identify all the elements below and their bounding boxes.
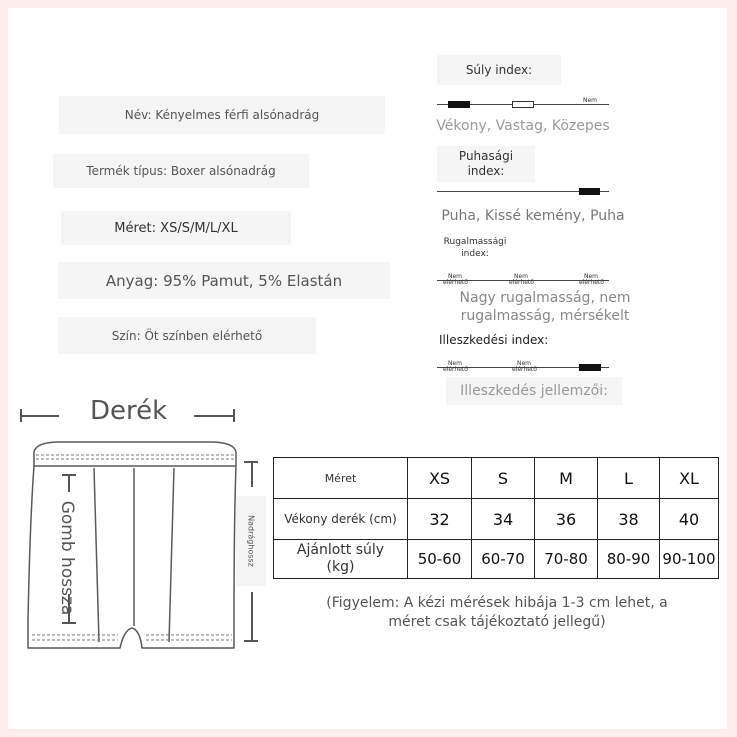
info-card-color [58, 317, 316, 354]
waist-s: 34 [472, 499, 535, 540]
product-color: Szín: Öt színben elérhető [111, 328, 263, 343]
side-dim-bottom-cap [244, 640, 258, 642]
length-label-text: Gomb hossza [57, 500, 77, 616]
softness-index-title-1: Puhasági [458, 149, 514, 163]
weight-na-label: Nem [582, 97, 598, 104]
product-sizes: Méret: XS/S/M/L/XL [114, 220, 238, 236]
fit-caption-card [446, 377, 622, 405]
elasticity-na-2: Nem elérhető [509, 273, 534, 286]
fit-marker [579, 364, 601, 371]
elasticity-na-3: Nem elérhető [579, 273, 604, 286]
table-row [274, 458, 719, 499]
side-dim-line-bottom [251, 592, 253, 640]
waist-l: 38 [598, 499, 660, 540]
waist-dim-right-line [194, 415, 234, 417]
size-xs: XS [408, 458, 472, 499]
table-row [274, 499, 719, 540]
fit-scale [437, 360, 609, 373]
waist-dim-left-cap [20, 409, 22, 422]
info-card-name [59, 96, 385, 134]
info-card-size [61, 211, 291, 245]
product-type: Termék típus: Boxer alsónadrág [86, 164, 276, 178]
weight-index-title: Súly index: [465, 63, 533, 77]
weight-xl: 90-100 [660, 540, 719, 579]
waist-dim-left-line [21, 415, 59, 417]
weight-scale [437, 97, 609, 105]
length-label [52, 496, 82, 620]
waist-dim-right-cap [233, 409, 235, 422]
elasticity-index-title-2: index: [461, 249, 489, 259]
measurement-note [272, 594, 722, 632]
info-card-type [53, 154, 309, 188]
softness-index-caption: Puha, Kissé kemény, Puha [441, 208, 625, 224]
side-label-text: Nadrághossz [246, 515, 256, 567]
note-line-1: (Figyelem: A kézi mérések hibája 1-3 cm lehet, a [326, 595, 668, 611]
weight-marker-thick [512, 101, 534, 108]
size-table [273, 457, 719, 579]
softness-index-title-card [437, 146, 535, 182]
side-dim-line-top [251, 461, 253, 487]
elasticity-index-title [441, 236, 509, 260]
waist-label: Derék [90, 396, 168, 426]
waist-m: 36 [535, 499, 598, 540]
elasticity-index-title-1: Rugalmassági [443, 237, 507, 247]
info-card-material [58, 262, 390, 299]
length-dim-line [68, 474, 70, 492]
size-m: M [535, 458, 598, 499]
size-s: S [472, 458, 535, 499]
weight-row-label [274, 540, 408, 579]
waist-xl: 40 [660, 499, 719, 540]
elasticity-scale [437, 273, 609, 286]
fit-na-1: Nem elérhető [443, 360, 468, 373]
waist-row-label: Vékony derék (cm) [274, 499, 408, 540]
product-name: Név: Kényelmes férfi alsónadrág [124, 108, 320, 122]
weight-s: 60-70 [472, 540, 535, 579]
weight-row-label-2: (kg) [326, 559, 355, 575]
softness-index-title-2: index: [467, 164, 505, 178]
fit-na-2: Nem elérhető [512, 360, 537, 373]
weight-index-caption: Vékony, Vastag, Közepes [436, 118, 610, 134]
table-header-label: Méret [274, 458, 408, 499]
softness-scale [437, 191, 609, 192]
weight-index-title-card [437, 55, 561, 85]
fit-index-caption: Illeszkedés jellemzői: [460, 383, 608, 399]
length-dim-bottom-cap [62, 622, 76, 624]
elasticity-index-caption [430, 289, 660, 325]
fit-index-title: Illeszkedési index: [439, 333, 549, 347]
elasticity-caption-2: rugalmasság, mérsékelt [460, 308, 630, 324]
weight-marker-thin [448, 101, 470, 108]
weight-m: 70-80 [535, 540, 598, 579]
side-label [236, 496, 266, 586]
weight-l: 80-90 [598, 540, 660, 579]
note-line-2: méret csak tájékoztató jellegű) [388, 614, 606, 630]
elasticity-na-1: Nem elérhető [443, 273, 468, 286]
elasticity-caption-1: Nagy rugalmasság, nem [459, 290, 631, 306]
size-l: L [598, 458, 660, 499]
waist-xs: 32 [408, 499, 472, 540]
size-xl: XL [660, 458, 719, 499]
weight-row-label-1: Ajánlott súly [296, 542, 385, 558]
product-material: Anyag: 95% Pamut, 5% Elastán [105, 271, 343, 290]
weight-xs: 50-60 [408, 540, 472, 579]
softness-marker [579, 188, 600, 195]
table-row [274, 540, 719, 579]
